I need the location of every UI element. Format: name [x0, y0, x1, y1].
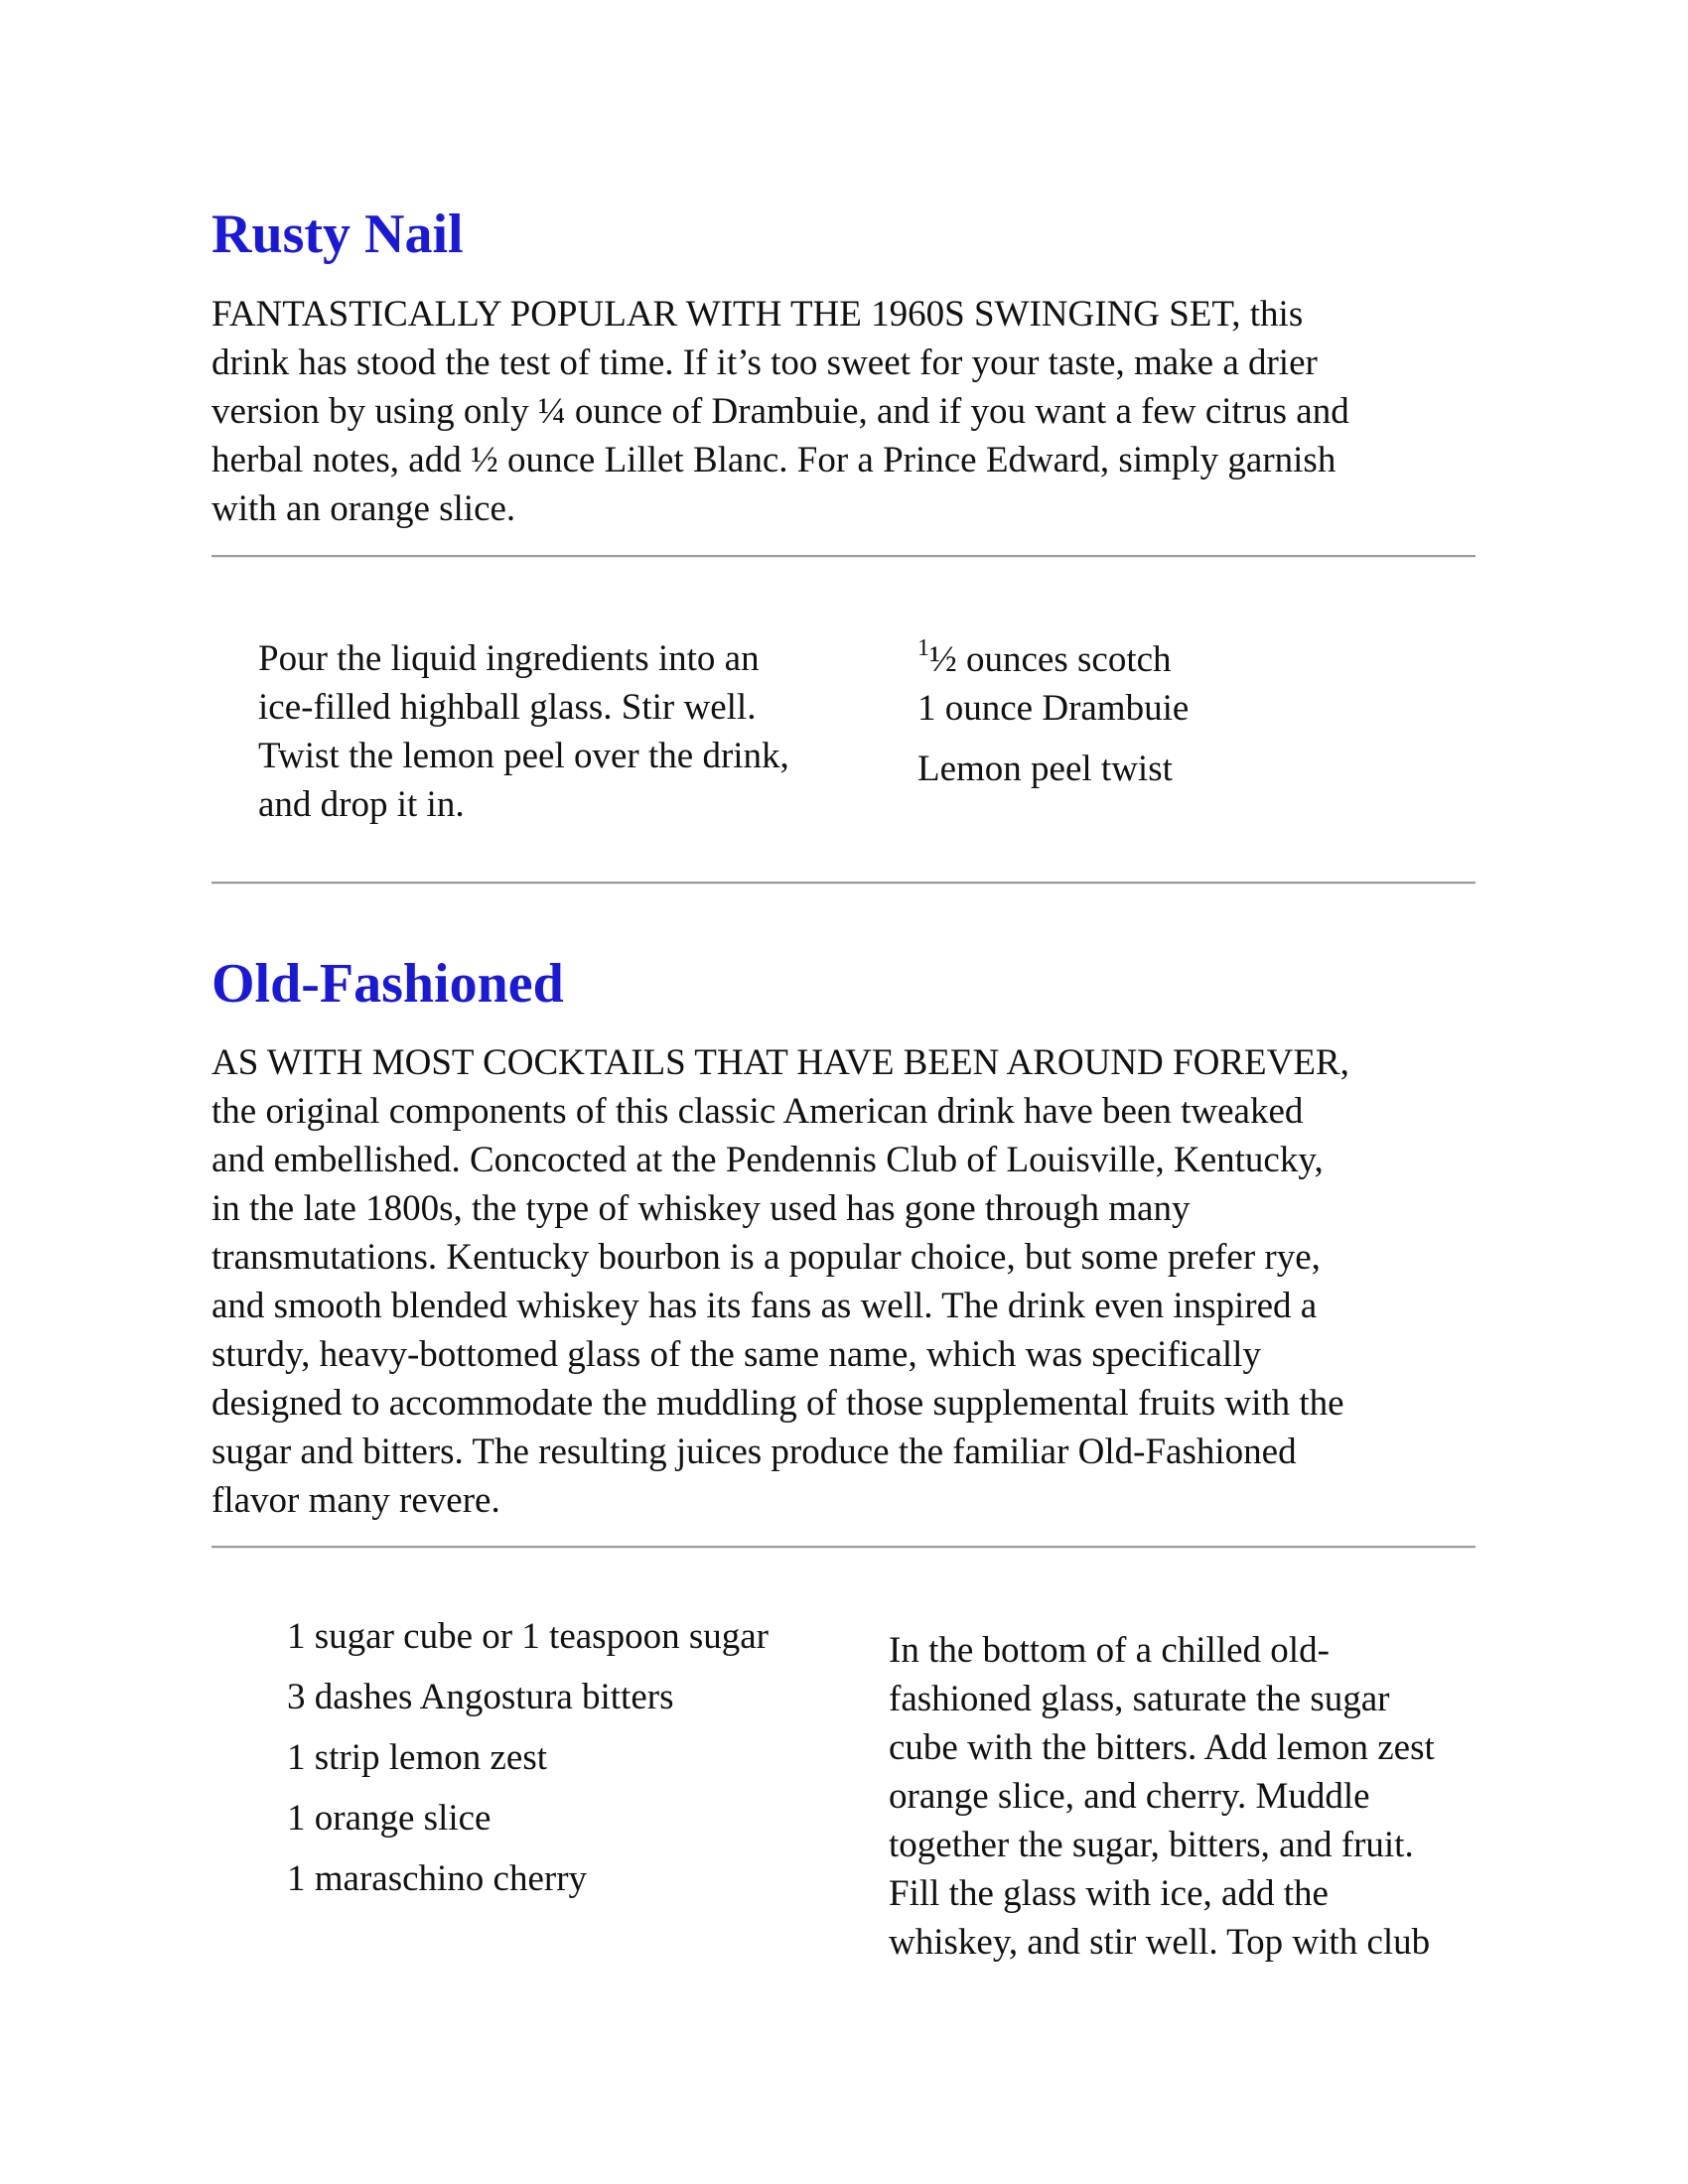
method-line: Pour the liquid ingredients into an — [258, 638, 760, 679]
method-line: Fill the glass with ice, add the — [889, 1873, 1329, 1914]
recipe-intro-old-fashioned — [211, 1038, 1492, 1525]
ingredient-item — [917, 747, 1189, 807]
ingredient-item — [287, 1796, 769, 1856]
divider — [211, 1546, 1476, 1549]
intro-line: drink has stood the test of time. If it’s too sweet for your taste, make a drier — [211, 342, 1318, 383]
intro-line: sugar and bitters. The resulting juices produce the familiar Old-Fashioned — [211, 1432, 1297, 1472]
method-line: orange slice, and cherry. Muddle — [889, 1776, 1370, 1817]
ingredient-item — [287, 1614, 769, 1675]
method-line: ice-filled highball glass. Stir well. — [258, 687, 757, 728]
ingredient-fraction-numerator: 1 — [917, 635, 929, 661]
ingredient-item — [287, 1735, 769, 1796]
intro-line: in the late 1800s, the type of whiskey used has gone through many — [211, 1188, 1191, 1229]
ingredient-text: 1 orange slice — [287, 1798, 492, 1839]
ingredient-item — [917, 686, 1189, 747]
intro-line: and smooth blended whiskey has its fans as well. The drink even inspired a — [211, 1286, 1318, 1326]
method-line: Twist the lemon peel over the drink, — [258, 736, 789, 776]
recipe-method-rusty-nail — [258, 634, 854, 829]
intro-line: sturdy, heavy-bottomed glass of the same name, which was specifically — [211, 1334, 1261, 1375]
ingredient-text: 1 sugar cube or 1 teaspoon sugar — [287, 1616, 769, 1657]
method-line: In the bottom of a chilled old- — [889, 1630, 1330, 1671]
ingredient-text: 1 strip lemon zest — [287, 1737, 548, 1778]
ingredient-item — [917, 625, 1189, 686]
ingredient-text: Lemon peel twist — [917, 749, 1173, 789]
method-line: whiskey, and stir well. Top with club — [889, 1922, 1431, 1963]
method-line: and drop it in. — [258, 784, 465, 825]
intro-line: herbal notes, add ½ ounce Lillet Blanc. For a Prince Edward, simply garnish — [211, 440, 1336, 480]
ingredient-list-old-fashioned — [287, 1614, 769, 1917]
recipe-intro-rusty-nail — [211, 290, 1492, 533]
divider — [211, 555, 1476, 558]
method-line: together the sugar, bitters, and fruit. — [889, 1825, 1414, 1865]
ingredient-text: 1 ounce Drambuie — [917, 688, 1190, 729]
ingredient-item — [287, 1675, 769, 1735]
intro-line: with an orange slice. — [211, 488, 516, 529]
ingredient-list-rusty-nail — [917, 625, 1189, 807]
intro-line: designed to accommodate the muddling of those supplemental fruits with the — [211, 1383, 1344, 1424]
recipe-method-old-fashioned — [889, 1626, 1524, 1967]
intro-line: transmutations. Kentucky bourbon is a popular choice, but some prefer rye, — [211, 1237, 1321, 1278]
intro-line: flavor many revere. — [211, 1480, 500, 1521]
recipe-title-old-fashioned: Old-Fashioned — [211, 953, 564, 1015]
method-line: fashioned glass, saturate the sugar — [889, 1679, 1390, 1719]
intro-line: version by using only ¼ ounce of Drambuie, and if you want a few citrus and — [211, 391, 1349, 432]
intro-line: the original components of this classic American drink have been tweaked — [211, 1091, 1304, 1132]
divider — [211, 882, 1476, 885]
intro-line: FANTASTICALLY POPULAR WITH THE 1960S SWINGING SET, this — [211, 294, 1304, 335]
intro-line: and embellished. Concocted at the Pendennis Club of Louisville, Kentucky, — [211, 1140, 1324, 1180]
intro-line: AS WITH MOST COCKTAILS THAT HAVE BEEN AROUND FOREVER, — [211, 1042, 1349, 1083]
ingredient-text: 3 dashes Angostura bitters — [287, 1677, 674, 1717]
ingredient-item — [287, 1856, 769, 1917]
ingredient-text: 1 maraschino cherry — [287, 1858, 588, 1899]
recipe-title-rusty-nail: Rusty Nail — [211, 204, 464, 265]
ingredient-text: ½ ounces scotch — [929, 639, 1172, 680]
method-line: cube with the bitters. Add lemon zest — [889, 1727, 1435, 1768]
